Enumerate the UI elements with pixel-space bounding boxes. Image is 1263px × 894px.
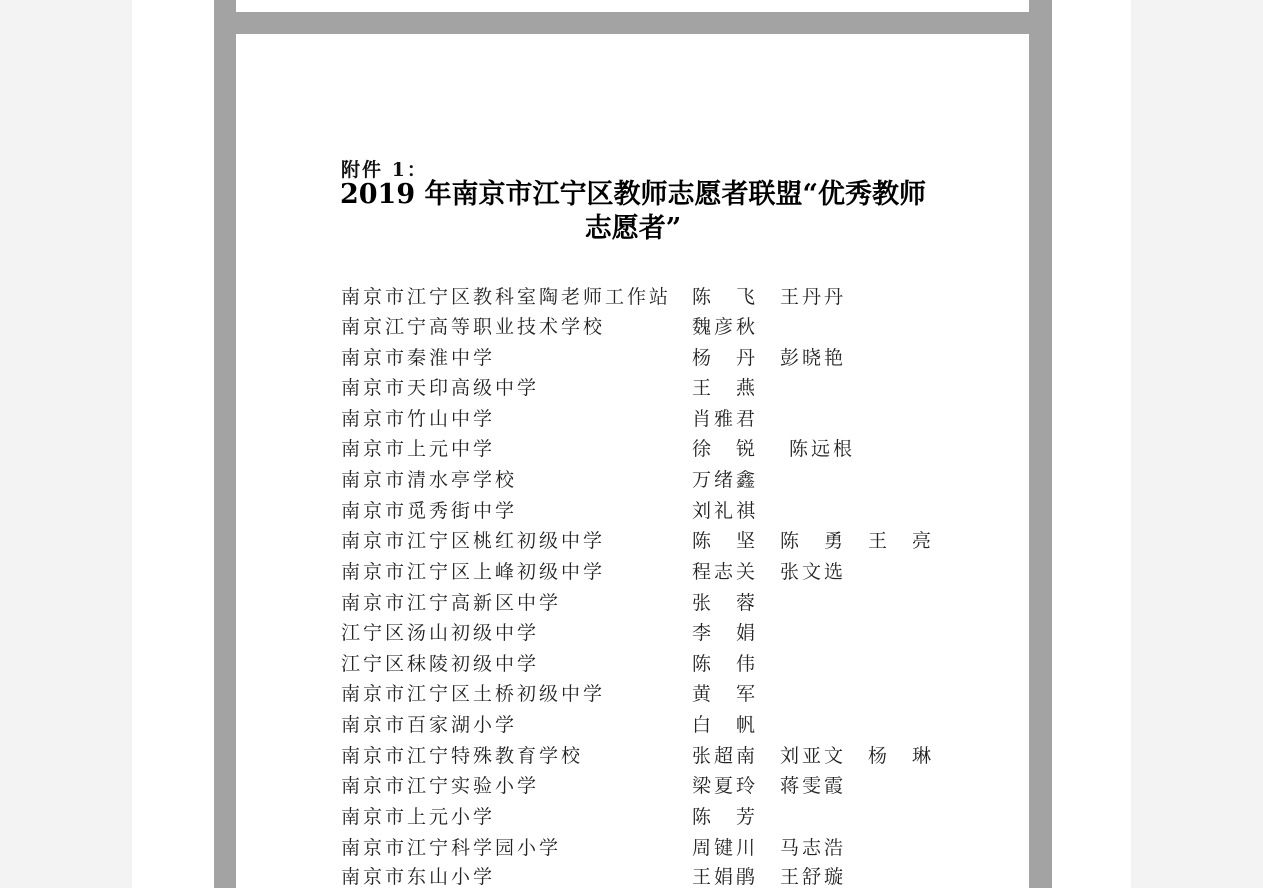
teacher-names: 魏彦秋 (692, 316, 759, 338)
teacher-names: 陈 坚 陈 勇 王 亮 (692, 530, 935, 552)
teacher-names: 陈 飞 王丹丹 (692, 286, 847, 308)
unit-name: 南京市秦淮中学 (341, 347, 496, 369)
teacher-names: 万绪鑫 (692, 469, 759, 491)
teacher-names: 王 燕 (692, 377, 759, 399)
teacher-names: 肖雅君 (692, 408, 759, 430)
unit-name: 南京市江宁区土桥初级中学 (341, 683, 606, 705)
previous-page (236, 0, 1029, 12)
unit-name: 南京市江宁特殊教育学校 (341, 745, 584, 767)
teacher-names: 黄 军 (692, 683, 759, 705)
teacher-names: 张超南 刘亚文 杨 琳 (692, 745, 935, 767)
teacher-names: 张 蓉 (692, 592, 759, 614)
teacher-names: 梁夏玲 蒋雯霞 (692, 775, 847, 797)
unit-name: 南京市清水亭学校 (341, 469, 518, 491)
teacher-names: 王娟鹃 王舒璇 (692, 866, 847, 888)
unit-name: 南京市上元中学 (341, 438, 496, 460)
attachment-label: 附件 1： (341, 159, 428, 181)
unit-name: 南京市江宁区教科室陶老师工作站 (341, 286, 672, 308)
teacher-names: 白 帆 (692, 714, 759, 736)
unit-name: 南京市东山小学 (341, 866, 496, 888)
unit-name: 南京市天印高级中学 (341, 377, 540, 399)
unit-name: 江宁区秣陵初级中学 (341, 653, 540, 675)
teacher-names: 徐 锐 陈远根 (692, 438, 856, 460)
unit-name: 南京市江宁区上峰初级中学 (341, 561, 606, 583)
unit-name: 南京市江宁区桃红初级中学 (341, 530, 606, 552)
unit-name: 江宁区汤山初级中学 (341, 622, 540, 644)
unit-name: 南京市江宁实验小学 (341, 775, 540, 797)
teacher-names: 刘礼祺 (692, 500, 759, 522)
unit-name: 南京市江宁高新区中学 (341, 592, 562, 614)
unit-name: 南京市觅秀街中学 (341, 500, 518, 522)
teacher-names: 陈 芳 (692, 806, 759, 828)
unit-name: 南京市百家湖小学 (341, 714, 518, 736)
teacher-names: 李 娟 (692, 622, 759, 644)
page-title: 2019 年南京市江宁区教师志愿者联盟“优秀教师志愿者” (339, 179, 927, 244)
unit-name: 南京江宁高等职业技术学校 (341, 316, 606, 338)
unit-name: 南京市上元小学 (341, 806, 496, 828)
teacher-names: 周键川 马志浩 (692, 837, 847, 859)
teacher-names: 杨 丹 彭晓艳 (692, 347, 847, 369)
unit-name: 南京市江宁科学园小学 (341, 837, 562, 859)
teacher-names: 程志关 张文选 (692, 561, 847, 583)
teacher-names: 陈 伟 (692, 653, 759, 675)
unit-name: 南京市竹山中学 (341, 408, 496, 430)
